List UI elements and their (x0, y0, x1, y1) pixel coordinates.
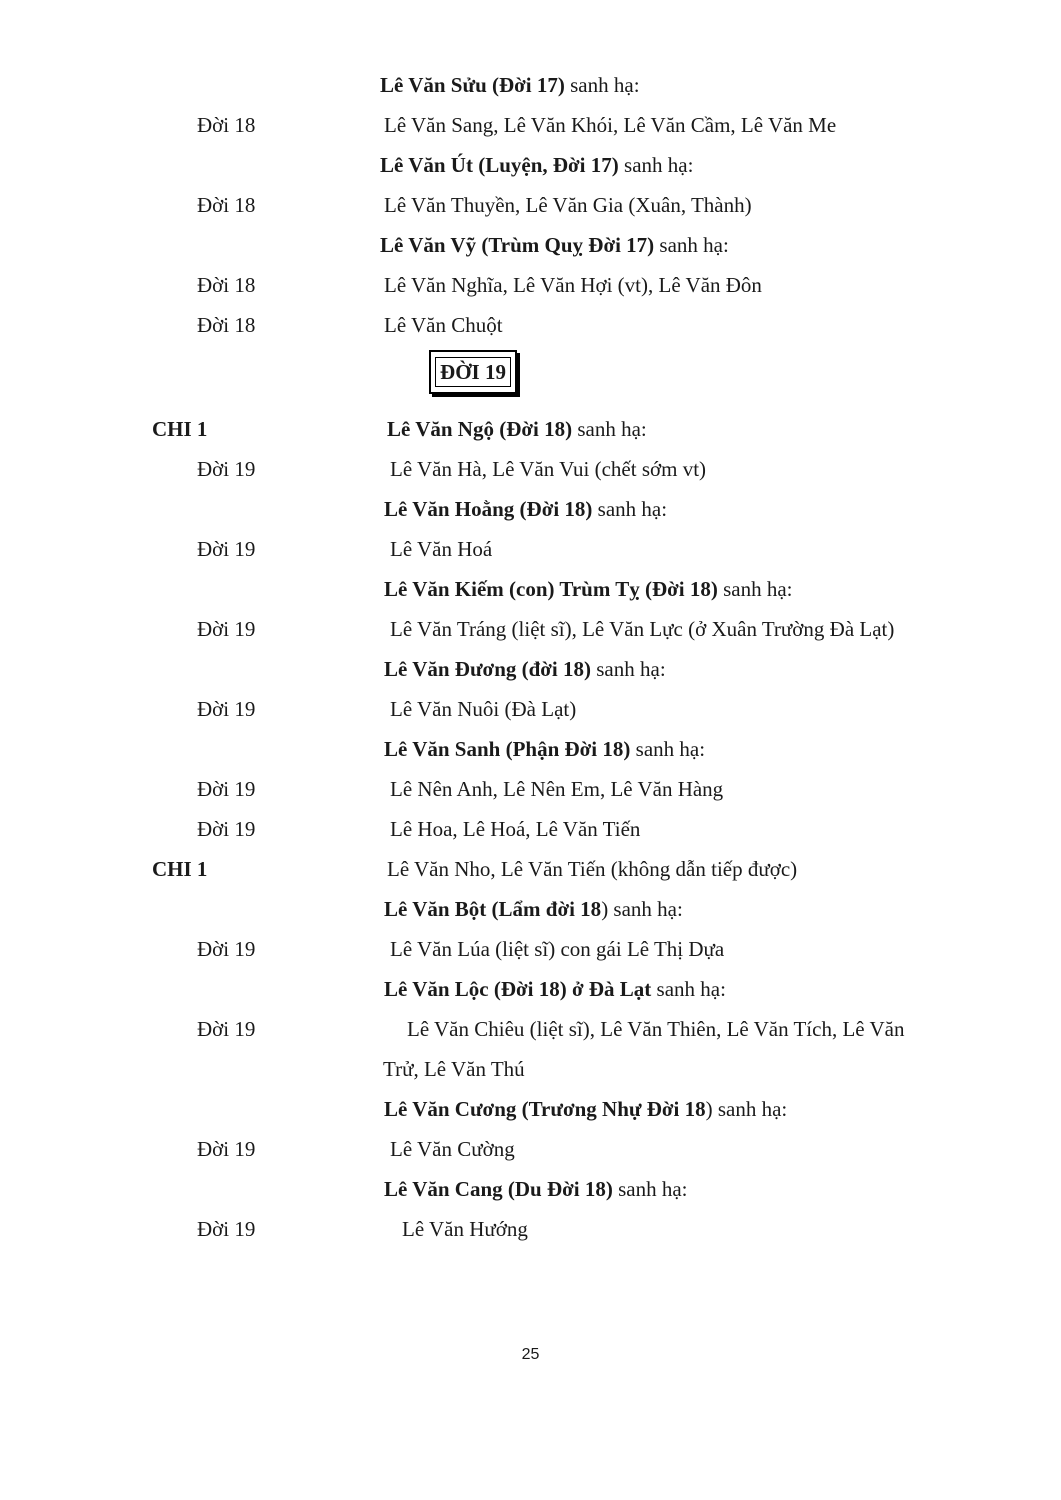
children-list-continued: Trử, Lê Văn Thú (383, 1057, 525, 1081)
parent-heading: Lê Văn Sửu (Đời 17) sanh hạ: (380, 73, 640, 97)
generation-label: Đời 19 (197, 937, 256, 961)
generation-title: ĐỜI 19 (435, 357, 511, 387)
generation-label: Đời 18 (197, 313, 256, 337)
children-list: Lê Văn Nuôi (Đà Lạt) (390, 697, 577, 721)
page-number: 25 (521, 1346, 540, 1363)
parent-heading: Lê Văn Kiếm (con) Trùm Tỵ (Đời 18) sanh hạ: (384, 577, 793, 601)
generation-label: Đời 19 (197, 777, 256, 801)
children-list: Lê Văn Thuyền, Lê Văn Gia (Xuân, Thành) (384, 193, 752, 217)
children-list: Lê Văn Cường (390, 1137, 515, 1161)
children-list: Lê Văn Chuột (384, 313, 503, 337)
generation-label: Đời 19 (197, 1137, 256, 1161)
children-list: Lê Hoa, Lê Hoá, Lê Văn Tiến (390, 817, 641, 841)
parent-heading: Lê Văn Đương (đời 18) sanh hạ: (384, 657, 666, 681)
generation-label: Đời 18 (197, 113, 256, 137)
parent-heading: Lê Văn Út (Luyện, Đời 17) sanh hạ: (380, 153, 694, 177)
generation-label: Đời 19 (197, 817, 256, 841)
children-list: Lê Văn Hà, Lê Văn Vui (chết sớm vt) (390, 457, 707, 481)
children-list: Lê Văn Lúa (liệt sĩ) con gái Lê Thị Dựa (390, 937, 725, 961)
parent-heading: Lê Văn Ngộ (Đời 18) sanh hạ: (387, 417, 647, 441)
branch-label: CHI 1 (152, 857, 208, 881)
parent-heading: Lê Văn Vỹ (Trùm Quỵ Đời 17) sanh hạ: (380, 233, 729, 257)
parent-heading: Lê Văn Bột (Lẩm đời 18) sanh hạ: (384, 897, 683, 921)
generation-label: Đời 19 (197, 1017, 256, 1041)
children-list: Lê Văn Nho, Lê Văn Tiến (không dẫn tiếp được) (387, 857, 798, 881)
generation-label: Đời 19 (197, 457, 256, 481)
children-list: Lê Văn Tráng (liệt sĩ), Lê Văn Lực (ở Xuân Trường Đà Lạt) (390, 617, 895, 641)
children-list: Lê Văn Hoá (390, 537, 493, 561)
parent-heading: Lê Văn Sanh (Phận Đời 18) sanh hạ: (384, 737, 706, 761)
generation-label: Đời 18 (197, 193, 256, 217)
parent-heading: Lê Văn Cang (Du Đời 18) sanh hạ: (384, 1177, 688, 1201)
children-list: Lê Văn Nghĩa, Lê Văn Hợi (vt), Lê Văn Đôn (384, 273, 762, 297)
generation-label: Đời 19 (197, 617, 256, 641)
children-list: Lê Văn Chiêu (liệt sĩ), Lê Văn Thiên, Lê Văn Tích, Lê Văn (407, 1017, 905, 1041)
generation-label: Đời 19 (197, 537, 256, 561)
generation-label: Đời 18 (197, 273, 256, 297)
children-list: Lê Văn Sang, Lê Văn Khói, Lê Văn Cầm, Lê Văn Me (384, 113, 837, 137)
branch-label: CHI 1 (152, 417, 208, 441)
children-list: Lê Văn Hướng (402, 1217, 528, 1241)
parent-heading: Lê Văn Hoằng (Đời 18) sanh hạ: (384, 497, 668, 521)
generation-label: Đời 19 (197, 1217, 256, 1241)
parent-heading: Lê Văn Cương (Trương Nhự Đời 18) sanh hạ: (384, 1097, 788, 1121)
generation-label: Đời 19 (197, 697, 256, 721)
parent-heading: Lê Văn Lộc (Đời 18) ở Đà Lạt sanh hạ: (384, 977, 726, 1001)
generation-title-box (429, 350, 517, 394)
children-list: Lê Nên Anh, Lê Nên Em, Lê Văn Hàng (390, 777, 724, 801)
